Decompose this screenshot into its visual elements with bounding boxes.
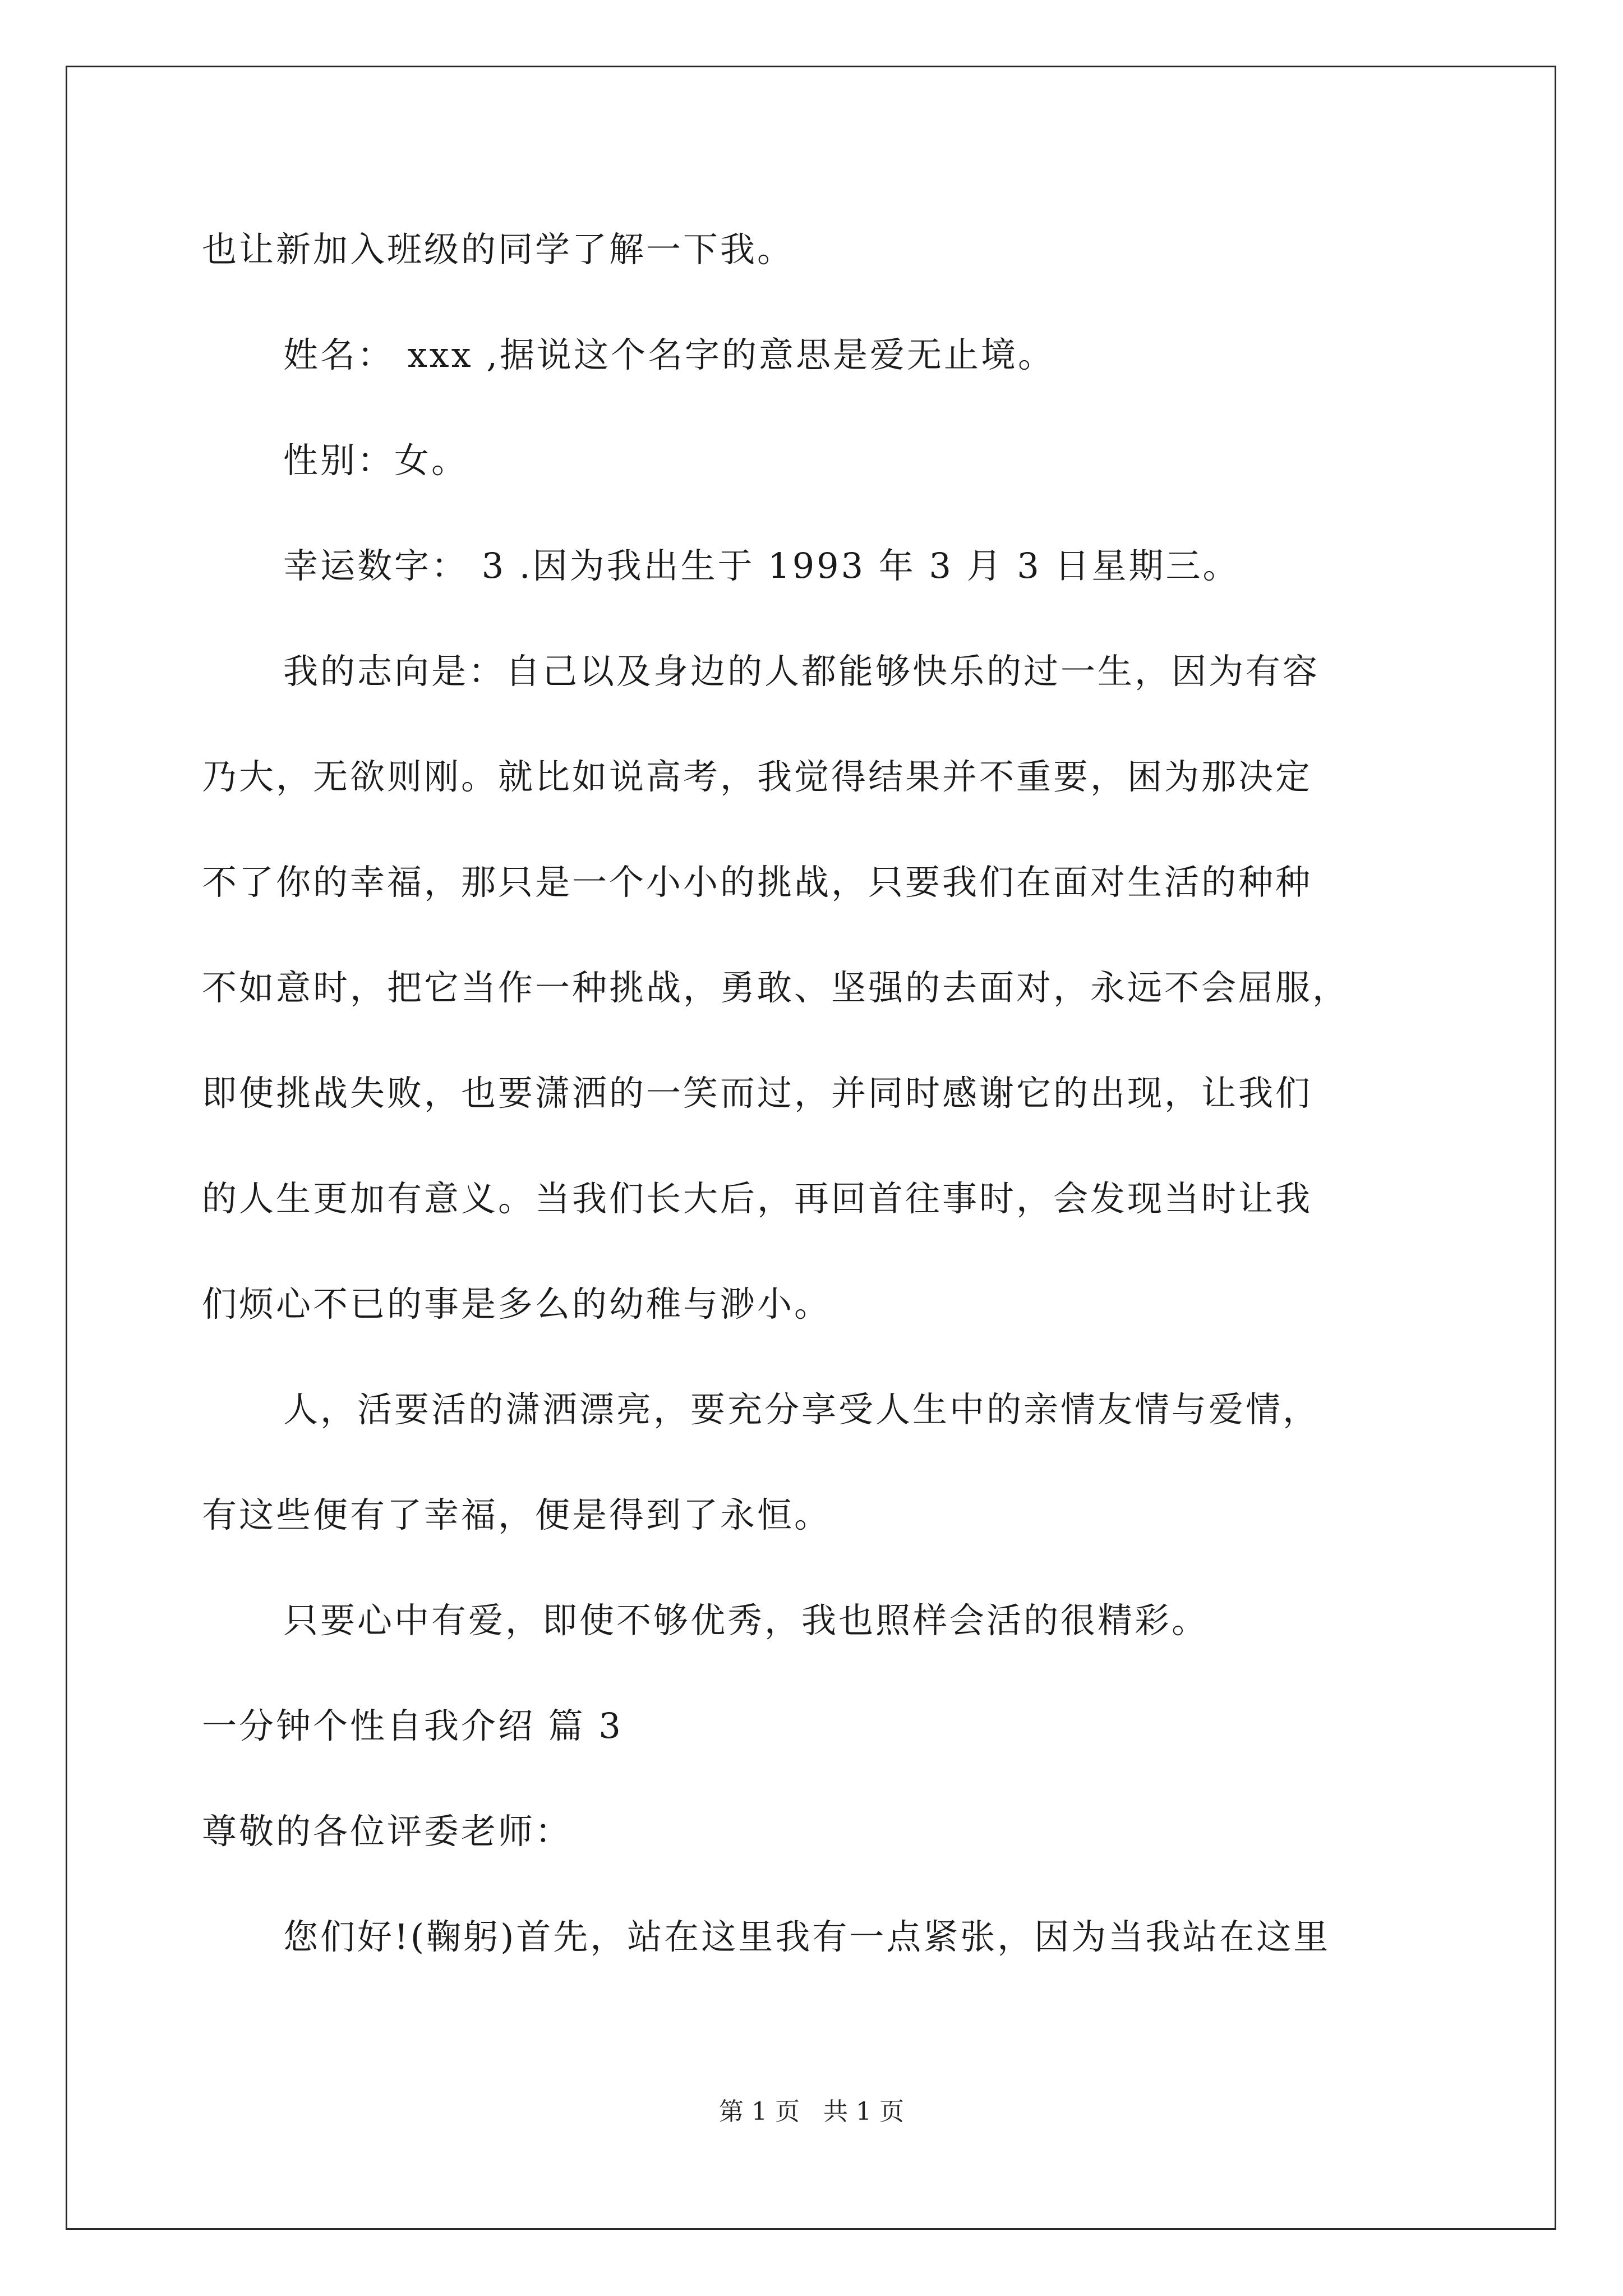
text-line-ambition-5: 即使挑战失败，也要潇洒的一笑而过，并同时感谢它的出现，让我们 xyxy=(202,1073,1313,1114)
text-line-ambition-6: 的人生更加有意义。当我们长大后，再回首往事时，会发现当时让我 xyxy=(202,1178,1313,1219)
text-line-ambition-7: 们烦心不已的事是多么的幼稚与渺小。 xyxy=(202,1283,832,1324)
text-line-ambition: 我的志向是：自己以及身边的人都能够快乐的过一生，因为有容 xyxy=(283,651,1320,692)
text-line-1: 也让新加入班级的同学了解一下我。 xyxy=(202,229,795,270)
text-line-name: 姓名： xxx ,据说这个名字的意思是爱无止境。 xyxy=(283,334,1055,375)
text-line-opening: 您们好!(鞠躬)首先，站在这里我有一点紧张，因为当我站在这里 xyxy=(283,1916,1331,1957)
text-line-ambition-2: 乃大，无欲则刚。就比如说高考，我觉得结果并不重要，困为那决定 xyxy=(202,756,1313,797)
page-footer: 第 1 页 共 1 页 xyxy=(719,2097,904,2126)
text-line-life-2: 有这些便有了幸福，便是得到了永恒。 xyxy=(202,1494,832,1535)
text-line-life: 人，活要活的潇洒漂亮，要充分享受人生中的亲情友情与爱情， xyxy=(283,1389,1320,1430)
text-line-ambition-4: 不如意时，把它当作一种挑战，勇敢、坚强的去面对，永远不会屈服， xyxy=(202,967,1350,1008)
text-line-ambition-3: 不了你的幸福，那只是一个小小的挑战，只要我们在面对生活的种种 xyxy=(202,862,1313,903)
text-line-love: 只要心中有爱，即使不够优秀，我也照样会活的很精彩。 xyxy=(283,1600,1209,1641)
text-line-lucky-number: 幸运数字： 3 .因为我出生于 1993 年 3 月 3 日星期三。 xyxy=(283,545,1240,586)
text-line-greeting: 尊敬的各位评委老师： xyxy=(202,1811,573,1852)
page-border xyxy=(66,66,1556,2230)
text-line-gender: 性别：女。 xyxy=(283,440,469,481)
section-heading: 一分钟个性自我介绍 篇 3 xyxy=(202,1705,623,1746)
